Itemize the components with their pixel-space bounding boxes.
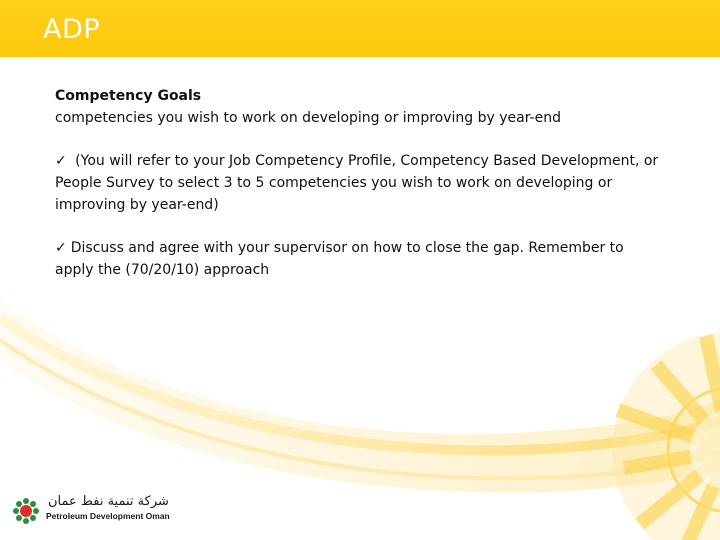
bullet-text-2: Discuss and agree with your supervisor on how to close the gap. Remember to apply the (70/20/10) approach (55, 240, 624, 278)
title-bar (0, 0, 720, 57)
company-logo (12, 494, 182, 528)
logo-arabic-name: شركة تنمية نفط عمان (48, 494, 169, 509)
checkmark-icon: ✓ (55, 153, 67, 169)
checkmark-icon: ✓ (55, 240, 67, 256)
section-subheading: competencies you wish to work on developing or improving by year-end (55, 110, 561, 126)
bullet-item-2 (55, 237, 660, 281)
bullet-text-1: (You will refer to your Job Competency Profile, Competency Based Development, or People Survey to select 3 to 5 competencies you wish to work on developing or improving by year-end) (55, 153, 659, 213)
section-heading: Competency Goals (55, 88, 202, 104)
slide-title: ADP (43, 14, 101, 45)
pdo-logo-icon (12, 497, 40, 525)
bullet-item-1 (55, 150, 660, 216)
sun-fan-decoration (612, 332, 720, 540)
slide-content (55, 85, 660, 281)
logo-english-name: Petroleum Development Oman (46, 511, 170, 521)
